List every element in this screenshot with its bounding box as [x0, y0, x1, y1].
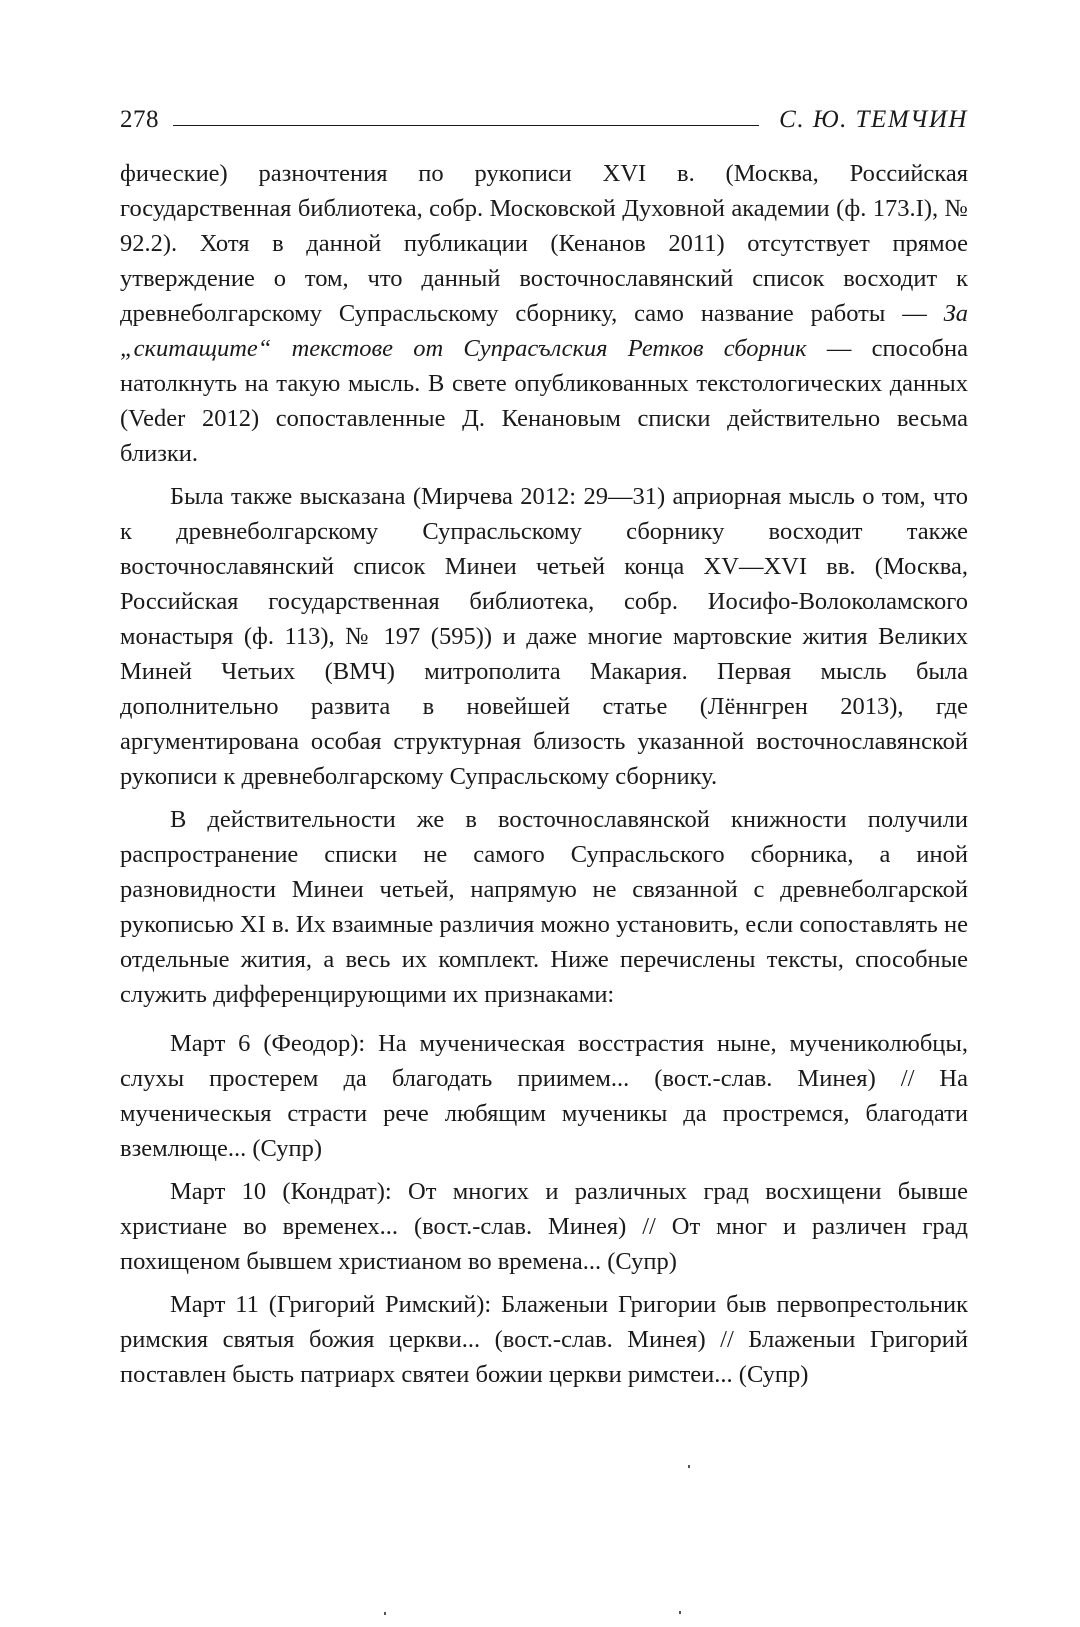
paragraph-continued — [120, 156, 968, 471]
running-author: С. Ю. ТЕМЧИН — [779, 106, 968, 133]
page-number: 278 — [120, 106, 159, 133]
body-text — [120, 156, 968, 1392]
paragraph: В действительности же в восточнославянской книжности получили распространение списки не самого Супрасльского сборника, а иной разновидности Минеи четьей, напрямую не связанной с древнеболгарской рукописью XI в. Их взаимные различия можно установить, если сопоставлять не отдельные жития, а весь их комплект. Ниже перечислены тексты, способные служить дифференцирующими их признаками: — [120, 806, 968, 1008]
example-entry: Март 10 (Кондрат): От многих и различных град восхищени бывше христиане во временех... (вост.-слав. Минея) // От мног и различен град похищеном бывшем христианом во времена... (Супр) — [120, 1178, 968, 1275]
book-page — [120, 96, 968, 1392]
example-entry: Март 11 (Григорий Римский): Блаженыи Григории быв первопрестольник римския святыя божия церкви... (вост.-слав. Минея) // Блаженыи Григорий поставлен бысть патриарх святеи божии церкви римстеи... (Супр) — [120, 1291, 968, 1388]
running-head — [120, 96, 968, 132]
paragraph-lead: фические) разночтения по рукописи XVI в. (Москва, Российская государственная библиотека, собр. Московской Духовной академии (ф. 173.I), № 92.2). Хотя в данной публикации (Кенанов 2011) отсутствует прямое утверждение о том, что данный восточнославянский список восходит к древнеболгарскому Супрасльскому сборнику, само название работы — — [120, 160, 968, 327]
paragraph: Была также высказана (Мирчева 2012: 29—31) априорная мысль о том, что к древнеболгарскому Супрасльскому сборнику восходит также восточнославянский список Минеи четьей конца XV—XVI вв. (Москва, Российская государственная библиотека, собр. Иосифо-Волоколамского монастыря (ф. 113), № 197 (595)) и даже многие мартовские жития Великих Миней Четьих (ВМЧ) митрополита Макария. Первая мысль была дополнительно развита в новейшей статье (Лённгрен 2013), где аргументирована особая структурная близость указанной восточнославянской рукописи к древнеболгарскому Супрасльскому сборнику. — [120, 483, 968, 790]
example-entry: Март 6 (Феодор): На мученическая восстрастия ныне, мучениколюбцы, слухы простерем да благодать приимем... (вост.-слав. Минея) // На мученическыя страсти рече любящим мученикы да простремся, благодати вземлюще... (Супр) — [120, 1030, 968, 1162]
header-rule — [173, 125, 759, 126]
paragraph-tail: — способна натолкнуть на такую мысль. В свете опубликованных текстологических данных (Veder 2012) сопоставленные Д. Кенановым списки действительно весьма близки. — [120, 335, 968, 467]
scan-speck — [384, 1612, 386, 1615]
scan-speck — [679, 1611, 681, 1614]
work-title: За „скитащите“ текстове от Супрасълския Ретков сборник — [120, 300, 968, 362]
scan-speck — [688, 1465, 690, 1468]
